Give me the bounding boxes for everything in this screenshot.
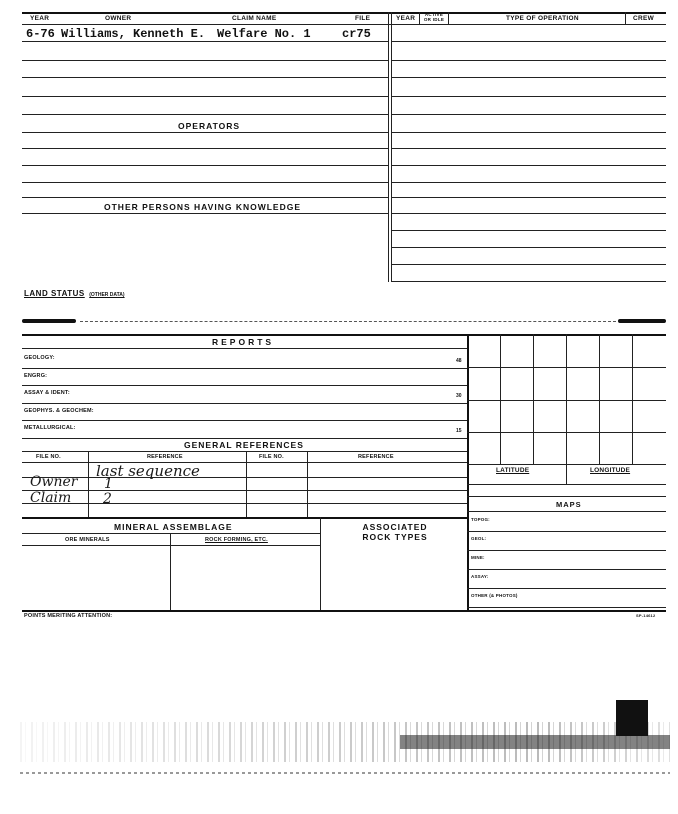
general-references-title: GENERAL REFERENCES <box>184 440 304 450</box>
right-row <box>391 182 666 183</box>
col-rock-forming: ROCK FORMING, ETC. <box>205 537 268 543</box>
record-file: cr75 <box>342 27 371 41</box>
reports-top-rule <box>22 334 666 336</box>
coord-div <box>566 464 567 484</box>
right-row <box>391 247 666 248</box>
gen-ref-row <box>22 490 467 491</box>
col-ore-minerals: ORE MINERALS <box>65 537 110 543</box>
handwritten-ref-3: 2 <box>103 491 112 507</box>
main-divider-2 <box>391 12 392 282</box>
report-row-label: GEOLOGY: <box>24 355 55 361</box>
col-active-idle: ACTIVE OR IDLE <box>423 12 445 22</box>
row-line <box>22 60 388 61</box>
fold-line <box>80 321 616 322</box>
row-line <box>22 148 388 149</box>
row-line <box>22 165 388 166</box>
grid-h <box>467 400 666 401</box>
gen-ref-div-3 <box>307 451 308 517</box>
report-row-line <box>22 438 467 439</box>
associated-rock-types-title: ASSOCIATED ROCK TYPES <box>362 522 428 542</box>
active-col-divider <box>448 12 449 25</box>
reports-title: REPORTS <box>212 337 275 347</box>
handwritten-ref-2: 1 <box>104 476 113 492</box>
grid-h <box>467 367 666 368</box>
grid-v <box>632 334 633 464</box>
right-row <box>391 264 666 265</box>
right-row <box>391 96 666 97</box>
row-line <box>22 182 388 183</box>
top-rule <box>22 12 666 14</box>
gen-ref-col-reference-2: REFERENCE <box>358 454 394 460</box>
right-row <box>391 41 666 42</box>
gen-ref-row <box>22 477 467 478</box>
map-row-label: MINE: <box>471 555 485 560</box>
land-status <box>24 283 125 301</box>
scan-line <box>20 772 670 774</box>
col-file: FILE <box>355 15 371 22</box>
col-owner: OWNER <box>105 15 132 22</box>
record-owner: Williams, Kenneth E. <box>61 27 206 41</box>
map-row-line <box>467 569 666 570</box>
right-row <box>391 281 666 282</box>
reports-rule <box>22 348 467 349</box>
report-row-number: 48 <box>456 358 462 364</box>
points-meriting-attention: POINTS MERITING ATTENTION: <box>24 613 113 619</box>
col-type-of-operation: TYPE OF OPERATION <box>506 15 579 22</box>
record-underline <box>22 41 388 42</box>
right-row <box>391 114 666 115</box>
maps-rule <box>467 511 666 512</box>
record-claim-name: Welfare No. 1 <box>217 27 311 41</box>
handwritten-owner: Owner <box>30 474 78 490</box>
right-row <box>391 197 666 198</box>
grid-v <box>500 334 501 464</box>
longitude-label: LONGITUDE <box>590 467 631 474</box>
right-row <box>391 230 666 231</box>
map-row-line <box>467 550 666 551</box>
report-row-line <box>22 385 467 386</box>
map-row-line <box>467 607 666 608</box>
year-col-divider <box>419 12 420 25</box>
report-row-number: 15 <box>456 428 462 434</box>
scan-smudge-band <box>400 735 670 749</box>
right-row <box>391 165 666 166</box>
col-year-right: YEAR <box>396 15 416 22</box>
map-row-label: OTHER (& PHOTOS) <box>471 593 518 598</box>
assoc-div <box>320 517 321 610</box>
mineral-col-div <box>170 533 171 610</box>
row-line <box>22 197 388 198</box>
latitude-label: LATITUDE <box>496 467 530 474</box>
gen-ref-col-reference-1: REFERENCE <box>147 454 183 460</box>
right-row <box>391 213 666 214</box>
operators-title: OPERATORS <box>178 121 241 131</box>
map-row-label: TOPOG: <box>471 517 490 522</box>
gen-ref-col-file-1: FILE NO. <box>36 454 61 460</box>
crew-col-divider <box>625 12 626 25</box>
col-crew: CREW <box>633 15 655 22</box>
other-persons-title: OTHER PERSONS HAVING KNOWLEDGE <box>104 202 302 212</box>
row-line <box>22 114 388 115</box>
header-rule <box>22 24 666 25</box>
right-row <box>391 60 666 61</box>
record-year: 6-76 <box>26 27 55 41</box>
right-row <box>391 148 666 149</box>
mineral-rule <box>22 533 320 534</box>
report-row-label: METALLURGICAL: <box>24 425 76 431</box>
scan-dark-block <box>616 700 648 736</box>
right-row <box>391 77 666 78</box>
gen-ref-bottom-rule <box>22 517 467 519</box>
operators-rule <box>22 132 388 133</box>
map-row-line <box>467 588 666 589</box>
gen-ref-row <box>22 503 467 504</box>
col-year: YEAR <box>30 15 50 22</box>
grid-v <box>566 334 567 464</box>
report-row-label: ASSAY & IDENT: <box>24 390 70 396</box>
report-row-line <box>22 368 467 369</box>
grid-h <box>467 432 666 433</box>
form-number: SP-14612 <box>636 613 656 618</box>
gen-ref-col-file-2: FILE NO. <box>259 454 284 460</box>
right-row <box>391 132 666 133</box>
col-claim-name: CLAIM NAME <box>232 15 277 22</box>
grid-v <box>599 334 600 464</box>
land-status-title: LAND STATUS <box>24 289 85 298</box>
map-row-label: GEOL: <box>471 536 487 541</box>
map-row-line <box>467 531 666 532</box>
land-status-note: (OTHER DATA) <box>89 292 125 298</box>
mineral-assemblage-title: MINERAL ASSEMBLAGE <box>114 522 233 532</box>
maps-title: MAPS <box>556 500 582 509</box>
coord-rule <box>467 484 666 485</box>
row-line <box>22 96 388 97</box>
coord-rule-2 <box>467 496 666 497</box>
report-row-line <box>22 403 467 404</box>
report-row-label: ENGRG: <box>24 372 48 379</box>
grid-v <box>533 334 534 464</box>
map-row-label: ASSAY: <box>471 574 489 579</box>
fold-mark-right <box>618 319 666 323</box>
fold-mark-left <box>22 319 76 323</box>
report-row-line <box>22 420 467 421</box>
mineral-header-rule <box>22 545 320 546</box>
handwritten-claim: Claim <box>30 490 72 506</box>
other-persons-rule <box>22 213 388 214</box>
report-row-label: GEOPHYS. & GEOCHEM: <box>24 407 94 414</box>
gen-ref-div-1 <box>88 451 89 517</box>
main-divider <box>388 12 389 282</box>
row-line <box>22 77 388 78</box>
report-row-number: 30 <box>456 393 462 399</box>
gen-ref-div-2 <box>246 451 247 517</box>
bottom-rule <box>22 610 666 612</box>
handwritten-ref-1: last sequence <box>96 462 200 480</box>
